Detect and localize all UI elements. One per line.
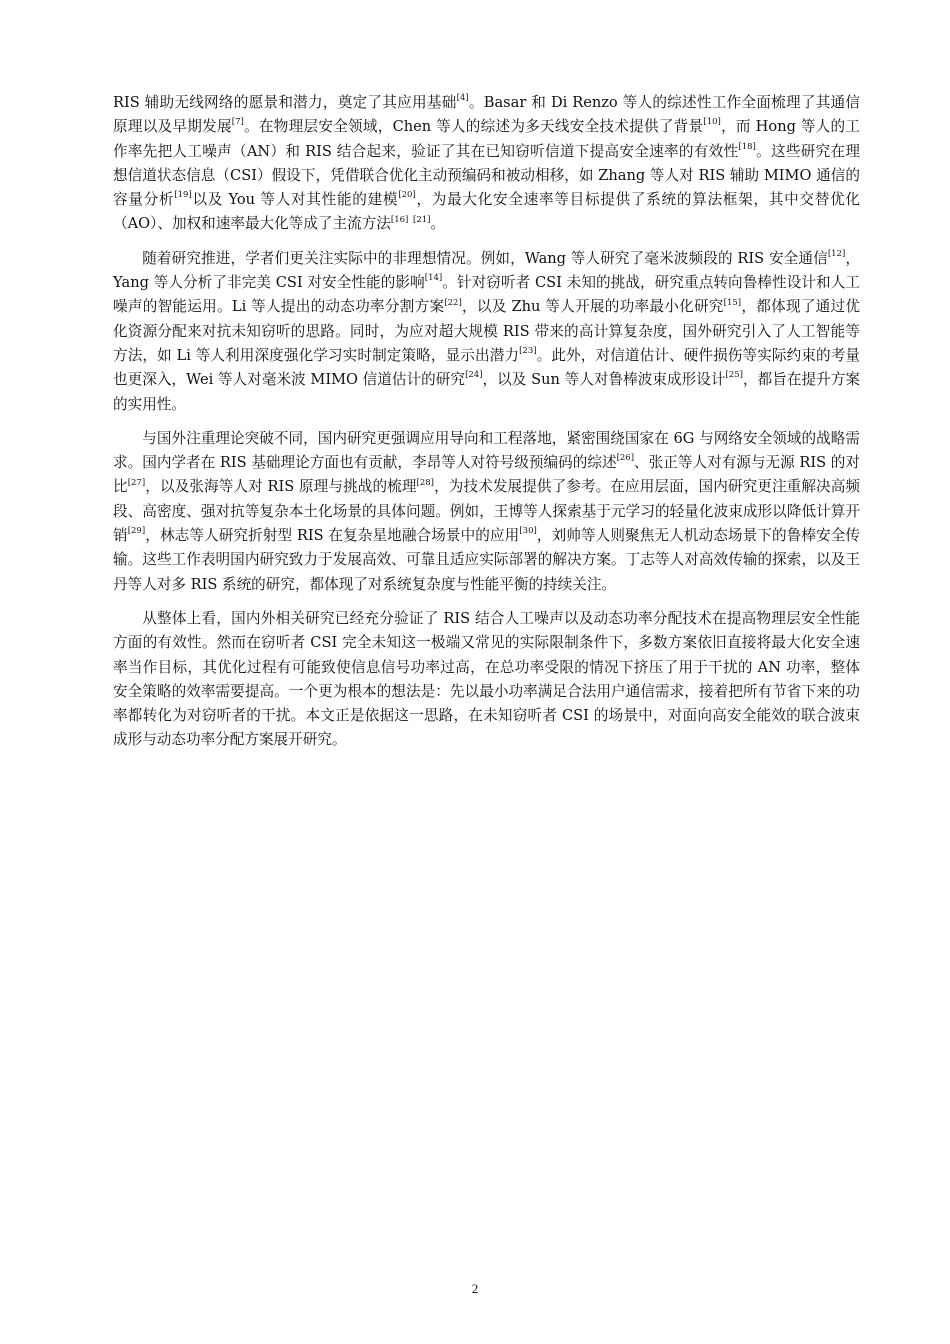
text-segment: 随着研究推进，学者们更关注实际中的非理想情况。例如，Wang 等人研究了毫米波频段的 RIS 安全通信 [142,249,828,267]
text-segment: ，都体现了通过优化资源分配来对抗未知窃听的思路。同时，为应对超大规模 RIS 带来的高计算复杂度，国外研究引入了人工智能等方法，如 Li 等人利用深度强化学习实时制定策略，显示出潜力 [113,298,860,364]
text-segment: 以及 You 等人对其性能的建模 [191,191,399,209]
body-text [113,91,860,763]
text-segment: ，以及 Sun 等人对鲁棒波束成形设计 [482,371,726,389]
text-segment: ，而 Hong 等人的工作率先把人工噪声（AN）和 RIS 结合起来，验证了其在已知窃听信道下提高安全速率的有效性 [113,118,860,160]
text-segment: 。 [430,215,446,233]
citation-ref: [24] [465,370,483,381]
citation-ref: [7] [231,117,244,128]
text-segment: 与国外注重理论突破不同，国内研究更强调应用导向和工程落地，紧密围绕国家在 6G 与网络安全领域的战略需求。国内学者在 RIS 基础理论方面也有贡献，李昂等人对符号级预编码的综述 [113,429,860,472]
paragraph-1 [113,91,860,237]
text-segment: 。Basar 和 Di Renzo 等人的综述性工作全面梳理了其通信原理以及早期发展 [113,94,860,136]
text-segment: ，以及 Zhu 等人开展的功率最小化研究 [461,298,724,316]
citation-ref: [29] [127,526,146,537]
text-segment: 从整体上看，国内外相关研究已经充分验证了 RIS 结合人工噪声以及动态功率分配技术在提高物理层安全性能方面的有效性。然而在窃听者 CSI 完全未知这一极端又常见的实际限制条件下，多数方案依旧直接将最大化安全速率当作目标，其优化过程有可能致使信息信号功率过高，在总功率受限的情况下挤压了用于干扰的 AN 功率，整体安全策略的效率需要提高。一个更为根本的想法是：先以最小功率满足合法用户通信需求，接着把所有节省下来的功率都转化为对窃听者的干扰。本文正是依据这一思路，在未知窃听者 CSI 的场景中，对面向高安全能效的联合波束成形与动态功率分配方案展开研究。 [113,609,860,749]
citation-ref: [22] [444,297,462,308]
text-segment: 。此外，对信道估计、硬件损伤等实际约束的考量也更深入，Wei 等人对毫米波 MIMO 信道估计的研究 [113,346,860,389]
citation-ref: [27] [127,477,146,488]
citation-ref: [16] [390,214,409,225]
citation-ref: [28] [416,477,434,488]
text-segment: ，以及张海等人对 RIS 原理与挑战的梳理 [145,478,417,496]
text-segment: ，林志等人研究折射型 RIS 在复杂星地融合场景中的应用 [145,527,520,545]
text-segment: ，Yang 等人分析了非完美 CSI 对安全性能的影响 [113,249,860,292]
paragraph-3 [113,427,860,597]
citation-ref: [18] [738,141,756,152]
citation-ref: [19] [174,190,192,201]
page-number: 2 [471,1281,479,1296]
citation-ref: [26] [616,453,635,464]
text-segment: 。这些研究在理想信道状态信息（CSI）假设下，凭借联合优化主动预编码和被动相移，如 Zhang 等人对 RIS 辅助 MIMO 通信的容量分析 [113,142,860,209]
paragraph-4 [113,607,860,753]
citation-ref: [30] [519,526,537,537]
citation-ref: [10] [703,117,721,128]
text-segment: 、张正等人对有源与无源 RIS 的对比 [113,454,860,496]
citation-ref: [4] [456,93,469,104]
text-segment: ，刘帅等人则聚焦无人机动态场景下的鲁棒安全传输。这些工作表明国内研究致力于发展高效、可靠且适应实际部署的解决方案。丁志等人对高效传输的探索，以及王丹等人对多 RIS 系统的研究，都体现了对系统复杂度与性能平衡的持续关注。 [113,527,860,593]
citation-ref: [12] [827,248,846,259]
citation-ref: [21] [413,214,431,225]
text-segment: ，为技术发展提供了参考。在应用层面，国内研究更注重解决高频段、高密度、强对抗等复杂本土化场景的具体问题。例如，王博等人探索基于元学习的轻量化波束成形以降低计算开销 [113,478,860,545]
citation-ref: [15] [723,297,742,308]
text-segment: 。在物理层安全领域，Chen 等人的综述为多天线安全技术提供了背景 [243,118,704,136]
text-segment: RIS 辅助无线网络的愿景和潜力，奠定了其应用基础 [113,94,457,111]
text-segment: 。针对窃听者 CSI 未知的挑战，研究重点转向鲁棒性设计和人工噪声的智能运用。Li 等人提出的动态功率分割方案 [113,274,860,316]
citation-ref: [20] [398,190,416,201]
citation-ref: [14] [424,273,443,284]
paragraph-2 [113,247,860,417]
text-segment: ，都旨在提升方案的实用性。 [113,371,860,413]
citation-ref: [23] [519,346,537,357]
text-segment: ，为最大化安全速率等目标提供了系统的算法框架，其中交替优化（AO）、加权和速率最大化等成了主流方法 [113,191,860,233]
citation-ref: [25] [725,370,743,381]
